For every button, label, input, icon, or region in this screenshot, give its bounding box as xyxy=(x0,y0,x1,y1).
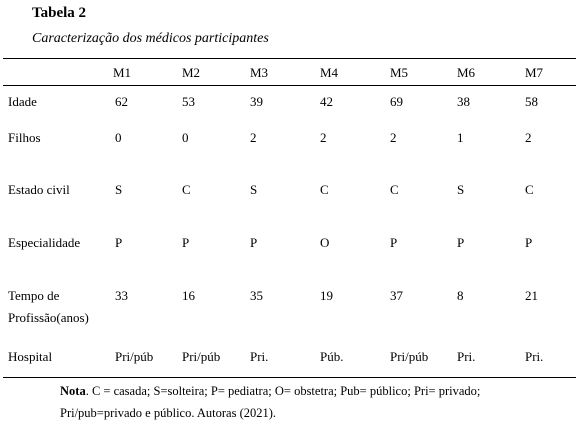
table-cell: 21 xyxy=(525,288,538,303)
table-cell: 2 xyxy=(250,130,257,145)
table-cell: C xyxy=(320,182,329,197)
table-cell: 1 xyxy=(457,130,464,145)
table-cell: P xyxy=(525,235,533,250)
table-cell: S xyxy=(115,182,123,197)
row-label-idade: Idade xyxy=(8,94,37,109)
table-cell: 42 xyxy=(320,94,333,109)
row-label-tempo-de-profissao xyxy=(8,287,89,326)
column-header-m4: M4 xyxy=(320,65,339,80)
table-title: Tabela 2 xyxy=(32,5,87,21)
table-cell: P xyxy=(115,235,123,250)
table-cell: 69 xyxy=(390,94,403,109)
table-cell: P xyxy=(250,235,258,250)
note-label: Nota xyxy=(60,384,86,398)
row-label-estado-civil: Estado civil xyxy=(8,182,70,197)
bottom-rule xyxy=(3,377,576,378)
column-header-m3: M3 xyxy=(250,65,269,80)
table-cell: 38 xyxy=(457,94,470,109)
top-rule xyxy=(3,58,576,59)
table-cell: 0 xyxy=(182,130,189,145)
table-cell: Pri/púb xyxy=(182,349,221,364)
column-header-m6: M6 xyxy=(457,65,476,80)
row-label-especialidade: Especialidade xyxy=(8,235,81,250)
table-cell: 35 xyxy=(250,288,263,303)
table-cell: P xyxy=(390,235,398,250)
row-label-hospital: Hospital xyxy=(8,349,53,364)
table-cell: Pri. xyxy=(250,349,269,364)
table-cell: 0 xyxy=(115,130,122,145)
table-cell: P xyxy=(182,235,190,250)
header-rule xyxy=(3,85,576,86)
table-cell: 2 xyxy=(320,130,327,145)
table-cell: 16 xyxy=(182,288,195,303)
table-cell: 2 xyxy=(390,130,397,145)
table-cell: 62 xyxy=(115,94,128,109)
column-header-m1: M1 xyxy=(113,65,132,80)
table-cell: 2 xyxy=(525,130,532,145)
table-cell: Pri/púb xyxy=(390,349,429,364)
table-cell: C xyxy=(525,182,534,197)
table-cell: 19 xyxy=(320,288,333,303)
table-cell: Pri. xyxy=(457,349,476,364)
row-label-filhos: Filhos xyxy=(8,130,41,145)
table-cell: C xyxy=(182,182,191,197)
note-line xyxy=(60,380,575,402)
table-cell: 53 xyxy=(182,94,195,109)
row-label-line: Tempo de xyxy=(8,288,60,303)
table-cell: Púb. xyxy=(320,349,344,364)
table-cell: O xyxy=(320,235,330,250)
note-text: . C = casada; S=solteira; P= pediatra; O= obstetra; Pub= público; Pri= privado; xyxy=(85,384,481,398)
table-cell: S xyxy=(250,182,258,197)
column-header-m7: M7 xyxy=(525,65,544,80)
table-cell: 33 xyxy=(115,288,128,303)
table-cell: C xyxy=(390,182,399,197)
table-note xyxy=(60,380,575,424)
row-label-line: Profissão(anos) xyxy=(8,310,89,325)
table-cell: 39 xyxy=(250,94,263,109)
table-cell: P xyxy=(457,235,465,250)
note-line: Pri/pub=privado e público. Autoras (2021). xyxy=(60,406,277,420)
column-header-m5: M5 xyxy=(390,65,409,80)
column-header-m2: M2 xyxy=(182,65,201,80)
table-cell: 8 xyxy=(457,288,464,303)
table-cell: Pri. xyxy=(525,349,544,364)
table-cell: 37 xyxy=(390,288,403,303)
table-cell: Pri/púb xyxy=(115,349,154,364)
table-cell: 58 xyxy=(525,94,538,109)
table-cell: S xyxy=(457,182,465,197)
table-subtitle: Caracterização dos médicos participantes xyxy=(32,31,269,46)
